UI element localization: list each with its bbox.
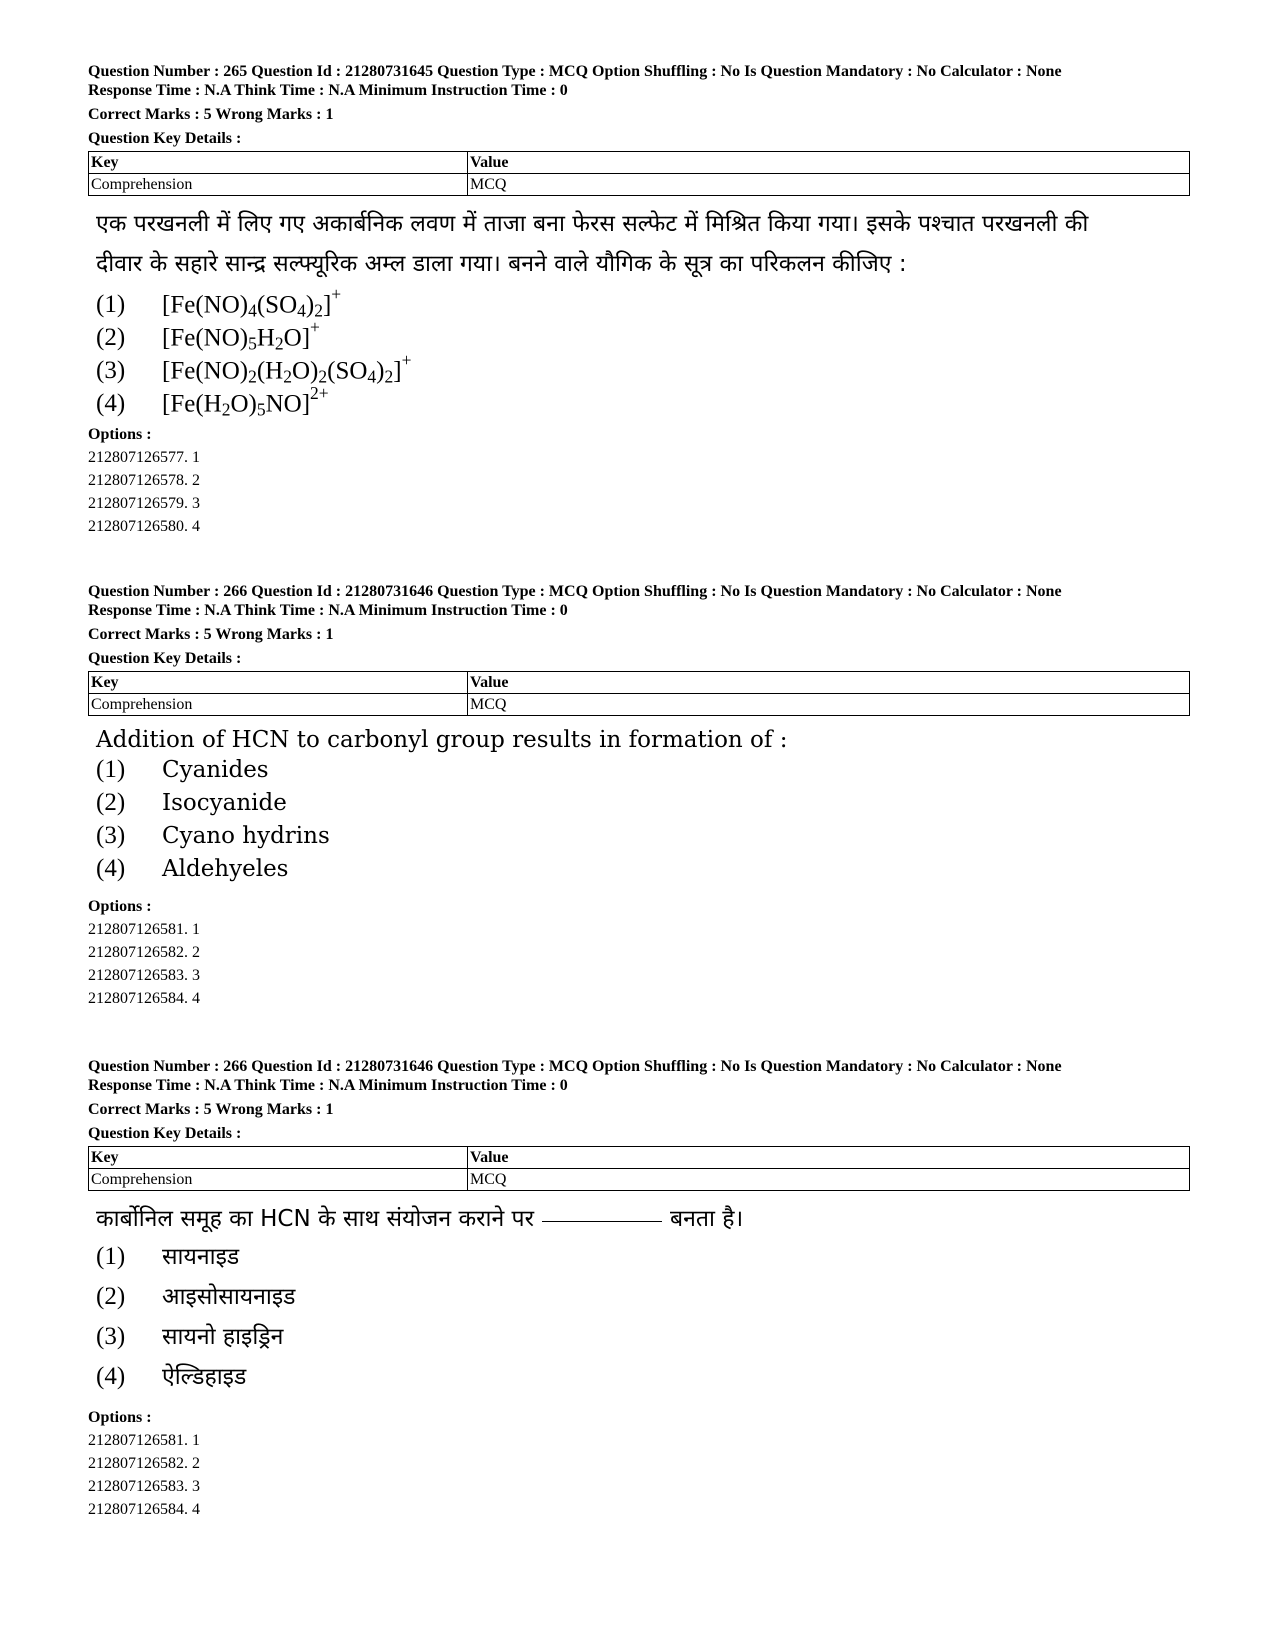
cell-key: Comprehension [89, 694, 468, 716]
meta-line-2: Response Time : N.A Think Time : N.A Minimum Instruction Time : 0 [88, 602, 568, 619]
choice-text: Cyanides [162, 757, 269, 783]
option-id: 212807126584. 4 [88, 990, 200, 1007]
choice-number: (1) [96, 756, 126, 783]
key-details-label: Question Key Details : [88, 1125, 242, 1142]
choice-4 [96, 1359, 1188, 1399]
choice-2 [96, 1279, 1188, 1319]
option-id: 212807126578. 2 [88, 472, 200, 489]
cell-value: MCQ [468, 1169, 1190, 1191]
meta-line-1: Question Number : 266 Question Id : 21280731646 Question Type : MCQ Option Shuffling : No Is Question Mandatory : No Calculator : None [88, 583, 1062, 600]
options-label: Options : [88, 426, 152, 443]
cell-key: Comprehension [89, 174, 468, 196]
table-row [89, 694, 1190, 716]
question-text-before-blank: कार्बोनिल समूह का HCN के साथ संयोजन कराने पर [96, 1206, 535, 1232]
question-meta [88, 62, 1188, 148]
header-value: Value [468, 152, 1190, 174]
choice-text: Isocyanide [162, 790, 287, 816]
question-body [96, 204, 1188, 420]
option-id: 212807126584. 4 [88, 1501, 200, 1518]
option-id: 212807126581. 1 [88, 921, 200, 938]
choice-text: Cyano hydrins [162, 823, 330, 849]
option-id: 212807126582. 2 [88, 944, 200, 961]
choice-1 [96, 756, 1188, 789]
cell-value: MCQ [468, 174, 1190, 196]
choice-1 [96, 1239, 1188, 1279]
option-id: 212807126579. 3 [88, 495, 200, 512]
choice-number: (4) [96, 1363, 126, 1390]
option-id: 212807126577. 1 [88, 449, 200, 466]
question-meta [88, 582, 1188, 668]
table-header-row [89, 1147, 1190, 1169]
table-row [89, 1169, 1190, 1191]
choice-2 [96, 317, 1188, 354]
choice-formula: $[Fe(H_2O)_5NO]^{2+}$ [162, 383, 329, 420]
choice-number: (3) [96, 822, 126, 849]
question-266-english [88, 582, 1188, 1010]
meta-line-1: Question Number : 265 Question Id : 21280731645 Question Type : MCQ Option Shuffling : No Is Question Mandatory : No Calculator : None [88, 63, 1062, 80]
option-id: 212807126582. 2 [88, 1455, 200, 1472]
choice-4 [96, 855, 1188, 888]
choice-3 [96, 350, 1188, 387]
choice-number: (4) [96, 390, 126, 418]
option-id: 212807126583. 3 [88, 967, 200, 984]
options-label: Options : [88, 1409, 152, 1426]
choice-formula: $[Fe(NO)_2(H_2O)_2(SO_4)_2]^+$ [162, 350, 412, 387]
meta-line-2: Response Time : N.A Think Time : N.A Minimum Instruction Time : 0 [88, 82, 568, 99]
choice-number: (3) [96, 1323, 126, 1350]
question-text-line-1: एक परखनली में लिए गए अकार्बनिक लवण में ताजा बना फेरस सल्फेट में मिश्रित किया गया। इसके पश्चात परखनली की [96, 211, 1089, 237]
choice-formula: $[Fe(NO)_5H_2O]^+$ [162, 317, 320, 354]
choice-text: सायनो हाइड्रिन [162, 1324, 284, 1350]
choice-number: (2) [96, 789, 126, 816]
meta-line-1: Question Number : 266 Question Id : 21280731646 Question Type : MCQ Option Shuffling : No Is Question Mandatory : No Calculator : None [88, 1058, 1062, 1075]
key-details-table [88, 151, 1190, 196]
choice-text: आइसोसायनाइड [162, 1284, 296, 1310]
option-id: 212807126581. 1 [88, 1432, 200, 1449]
choice-number: (4) [96, 855, 126, 882]
header-value: Value [468, 672, 1190, 694]
choice-4 [96, 383, 1188, 420]
choice-formula: $[Fe(NO)_4(SO_4)_2]^+$ [162, 284, 342, 321]
option-id: 212807126583. 3 [88, 1478, 200, 1495]
fill-in-blank [542, 1220, 662, 1222]
choice-text: Aldehyeles [162, 856, 289, 882]
header-key: Key [89, 1147, 468, 1169]
question-meta [88, 1057, 1188, 1143]
question-265 [88, 62, 1188, 538]
marks-line: Correct Marks : 5 Wrong Marks : 1 [88, 106, 334, 123]
cell-value: MCQ [468, 694, 1190, 716]
table-header-row [89, 152, 1190, 174]
choice-3 [96, 1319, 1188, 1359]
question-body [96, 724, 1188, 888]
question-text-line-2: दीवार के सहारे सान्द्र सल्फ्यूरिक अम्ल डाला गया। बनने वाले यौगिक के सूत्र का परिकलन कीजिए : [96, 251, 907, 277]
header-value: Value [468, 1147, 1190, 1169]
question-266-hindi [88, 1057, 1188, 1521]
choice-text: सायनाइड [162, 1244, 240, 1270]
header-key: Key [89, 152, 468, 174]
question-body [96, 1199, 1188, 1399]
option-id: 212807126580. 4 [88, 518, 200, 535]
meta-line-2: Response Time : N.A Think Time : N.A Minimum Instruction Time : 0 [88, 1077, 568, 1094]
choice-number: (1) [96, 1243, 126, 1270]
table-row [89, 174, 1190, 196]
question-text-after-blank: बनता है। [670, 1206, 744, 1232]
marks-line: Correct Marks : 5 Wrong Marks : 1 [88, 1101, 334, 1118]
choice-1 [96, 284, 1188, 321]
choice-number: (3) [96, 357, 126, 385]
header-key: Key [89, 672, 468, 694]
choice-number: (1) [96, 291, 126, 319]
key-details-table [88, 671, 1190, 716]
key-details-label: Question Key Details : [88, 650, 242, 667]
key-details-table [88, 1146, 1190, 1191]
question-text: Addition of HCN to carbonyl group results in formation of : [96, 727, 788, 753]
key-details-label: Question Key Details : [88, 130, 242, 147]
options-label: Options : [88, 898, 152, 915]
choice-number: (2) [96, 324, 126, 352]
choice-text: ऐल्डिहाइड [162, 1364, 247, 1390]
choice-number: (2) [96, 1283, 126, 1310]
table-header-row [89, 672, 1190, 694]
question-text [96, 1199, 1188, 1239]
cell-key: Comprehension [89, 1169, 468, 1191]
choice-2 [96, 789, 1188, 822]
marks-line: Correct Marks : 5 Wrong Marks : 1 [88, 626, 334, 643]
choice-3 [96, 822, 1188, 855]
